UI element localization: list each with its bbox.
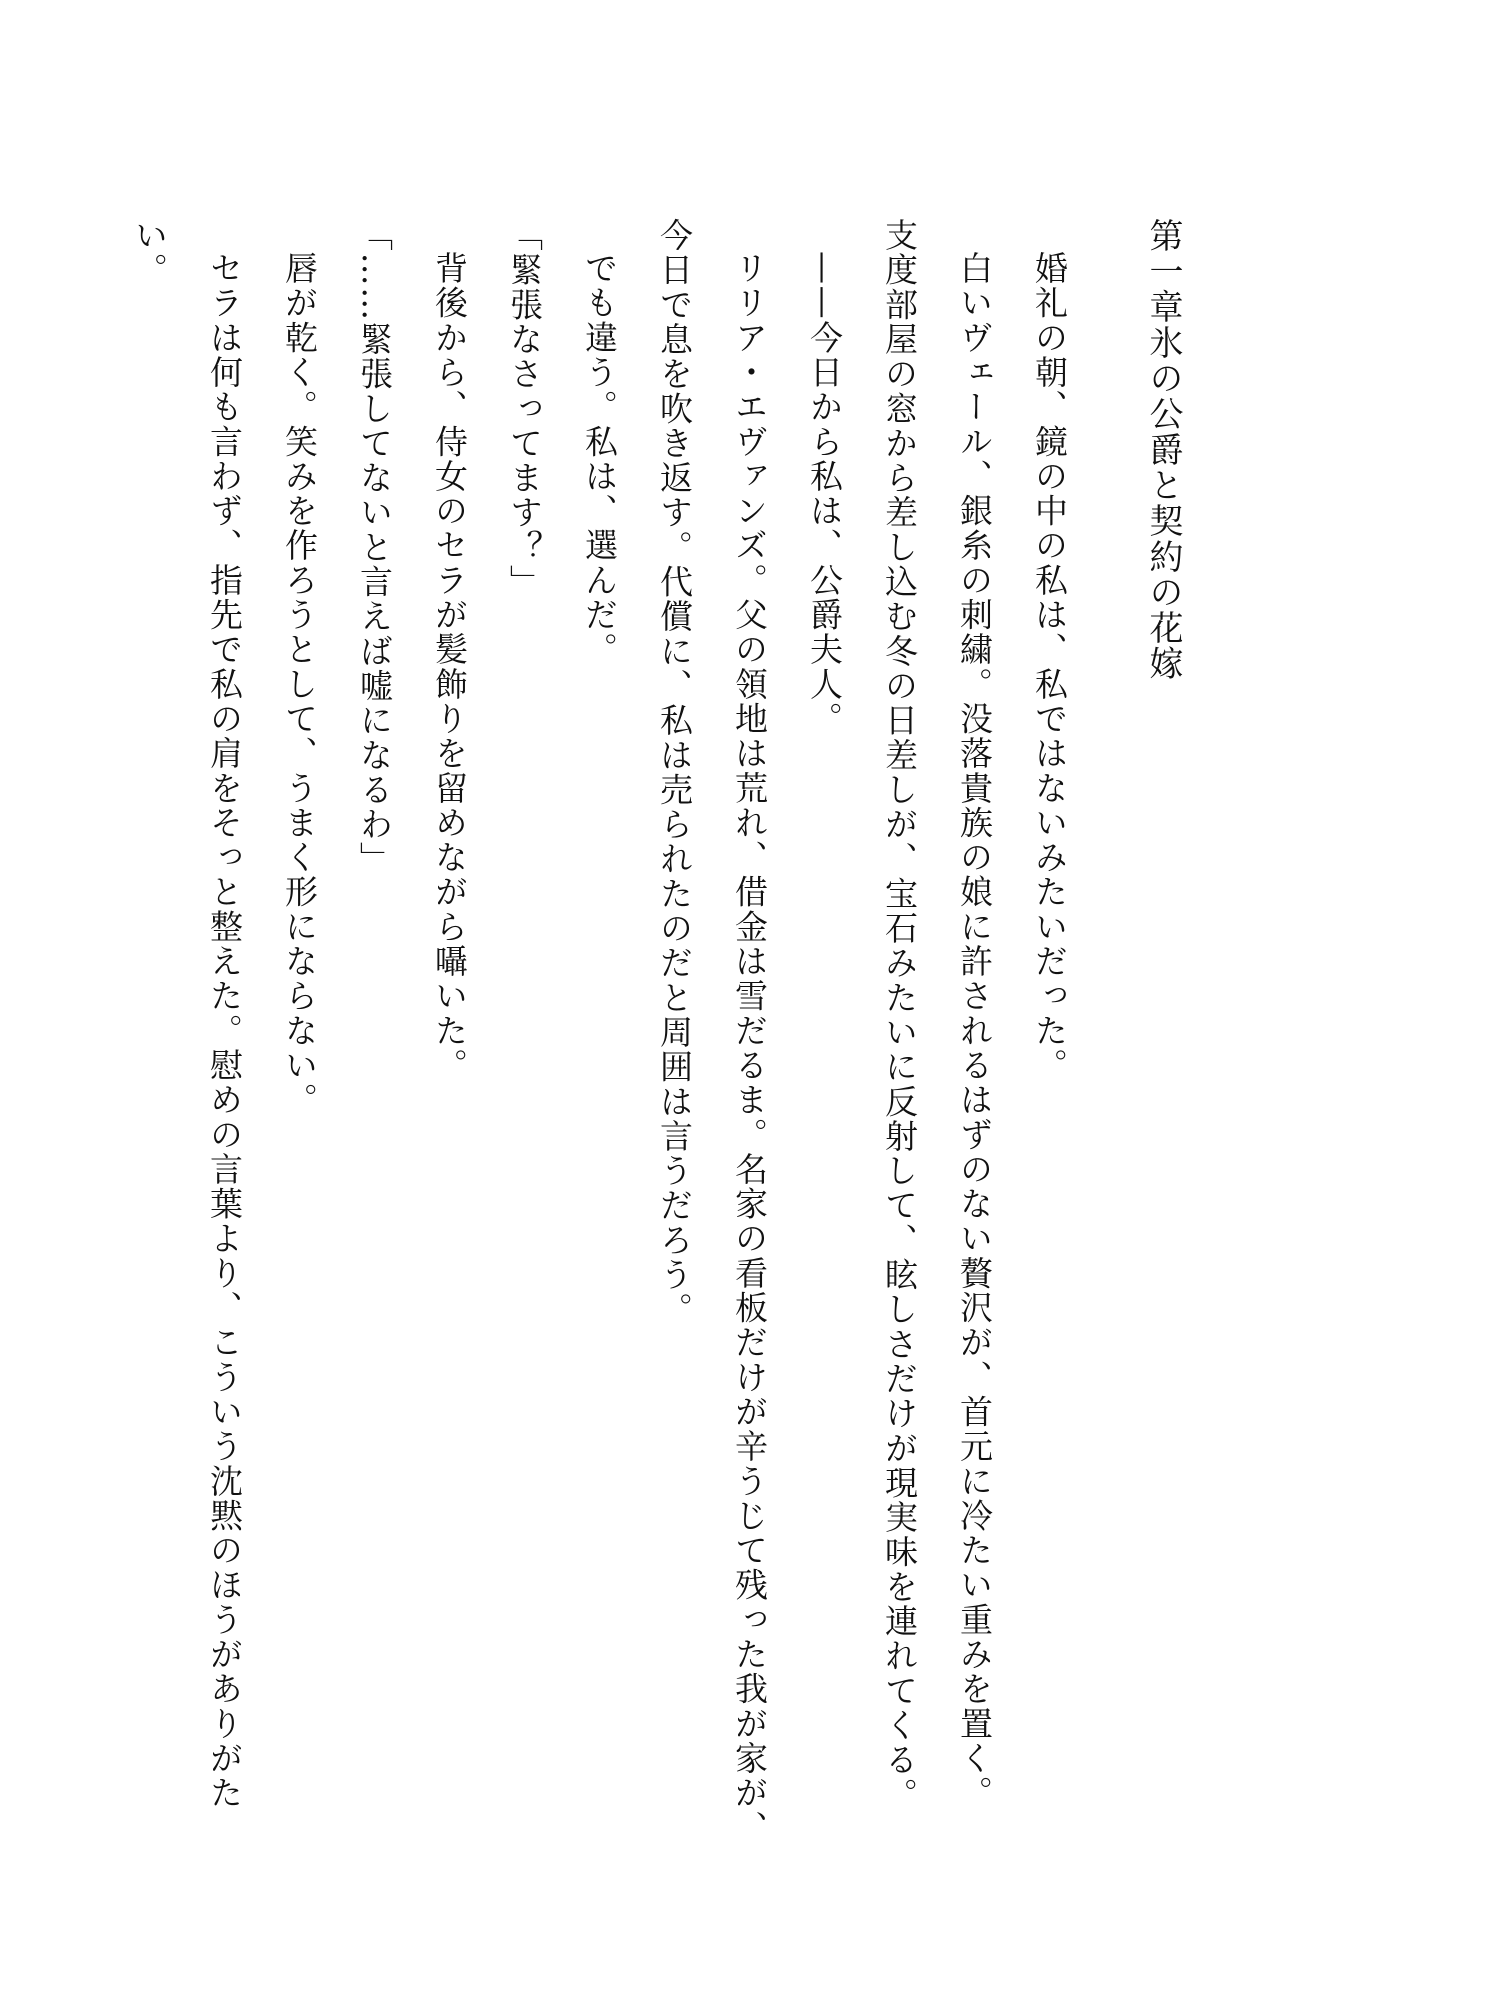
paragraph: 婚礼の朝、鏡の中の私は、私ではないみたいだった。 (1030, 251, 1069, 1083)
paragraph: 支度部屋の窓から差し込む冬の日差しが、宝石みたいに反射して、眩しさだけが現実味を連れてくる。 (880, 218, 919, 1812)
paragraph: セラは何も言わず、指先で私の肩をそっと整えた。慰めの言葉より、こういう沈黙のほうがありがたい。 (130, 218, 244, 1811)
chapter-number: 第一章 (1143, 218, 1183, 325)
paragraph: 「……緊張してないと言えば嘘になるわ」 (355, 218, 394, 877)
paragraph: 背後から、侍女のセラが髪飾りを留めながら囁いた。 (430, 251, 469, 1083)
body-text (112, 218, 1087, 1858)
paragraph: リリア・エヴァンズ。父の領地は荒れ、借金は雪だるま。名家の看板だけが辛うじて残った我が家が、今日で息を吹き返す。代償に、私は売られたのだと周囲は言うだろう。 (655, 218, 769, 1845)
paragraph: 白いヴェール、銀糸の刺繍。没落貴族の娘に許されるはずのない贅沢が、首元に冷たい重みを置く。 (955, 251, 994, 1811)
vertical-text-block (112, 218, 1200, 1858)
paragraph: ——今日から私は、公爵夫人。 (805, 251, 844, 737)
chapter-title: 氷の公爵と契約の花嫁 (1143, 324, 1183, 682)
paragraph: でも違う。私は、選んだ。 (580, 251, 619, 667)
paragraph: 「緊張なさってます？」 (505, 218, 544, 600)
chapter-heading (1125, 218, 1200, 1858)
paragraph: 唇が乾く。笑みを作ろうとして、うまく形にならない。 (280, 251, 319, 1118)
